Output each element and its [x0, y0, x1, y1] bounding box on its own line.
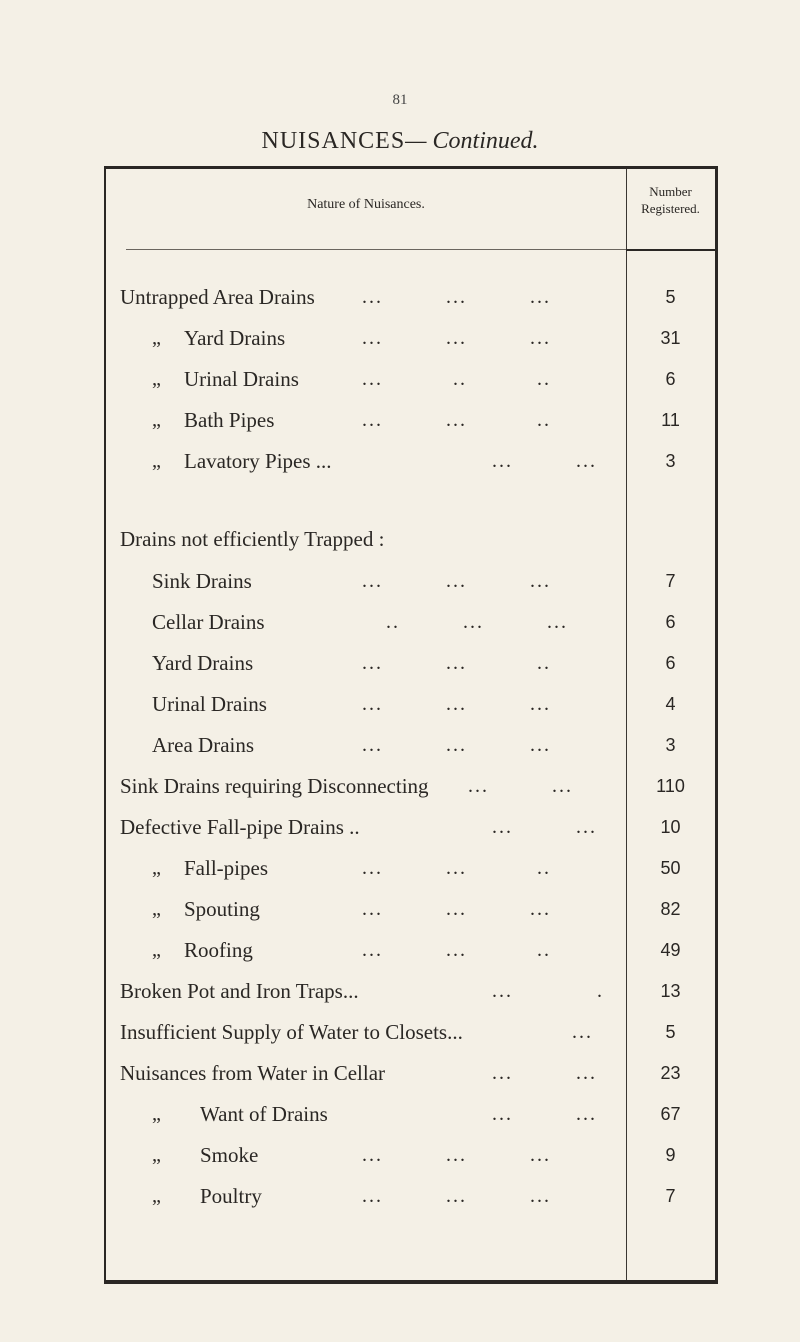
row-label: Insufficient Supply of Water to Closets... — [120, 1020, 463, 1044]
leader-dots: ... ... — [492, 1062, 597, 1084]
header-number — [626, 183, 715, 217]
ditto-mark: „ — [152, 939, 161, 961]
table-row — [106, 1094, 715, 1134]
page-number: 81 — [392, 92, 408, 108]
leader-dots: ... ... .. — [362, 409, 551, 431]
row-label: Untrapped Area Drains — [120, 285, 315, 309]
row-value: 5 — [665, 287, 676, 307]
row-value: 50 — [660, 858, 681, 878]
row-label: Poultry — [200, 1184, 262, 1208]
row-value: 23 — [660, 1063, 681, 1083]
table-row — [106, 561, 715, 601]
leader-dots: ... ... .. — [362, 857, 551, 879]
leader-dots: ... ... ... — [362, 570, 551, 592]
row-value: 11 — [661, 410, 680, 430]
ditto-mark: „ — [152, 1185, 161, 1207]
header-rule-right — [626, 249, 715, 251]
row-value: 110 — [656, 776, 685, 796]
leader-dots: ... ... — [492, 450, 597, 472]
row-label: Roofing — [184, 938, 253, 962]
table-row — [106, 1053, 715, 1093]
row-label: Area Drains — [152, 733, 255, 757]
leader-dots: ... . — [492, 980, 604, 1002]
row-value: 7 — [665, 1186, 676, 1206]
leader-dots: ... ... — [468, 775, 573, 797]
leader-dots: ... ... ... — [362, 1144, 551, 1166]
table-row — [106, 400, 715, 440]
row-label: Sink Drains requiring Disconnecting — [120, 774, 429, 798]
leader-dots: ... ... ... — [362, 898, 551, 920]
leader-dots: ... ... ... — [362, 693, 551, 715]
page-title-main: NUISANCES — [261, 128, 406, 154]
table-row — [106, 971, 715, 1011]
row-label: Want of Drains — [200, 1102, 328, 1126]
table-row — [106, 277, 715, 317]
ditto-mark: „ — [152, 327, 161, 349]
page-title — [0, 128, 800, 155]
row-value: 49 — [660, 940, 681, 960]
row-label: Defective Fall-pipe Drains .. — [120, 815, 360, 839]
row-label: Broken Pot and Iron Traps... — [120, 979, 359, 1003]
table-row — [106, 643, 715, 683]
row-label: Yard Drains — [184, 326, 286, 350]
row-label: Nuisances from Water in Cellar — [120, 1061, 386, 1085]
nuisances-table — [104, 166, 718, 1284]
leader-dots: .. ... ... — [386, 611, 568, 633]
row-label: Urinal Drains — [152, 692, 267, 716]
leader-dots: ... ... — [492, 816, 597, 838]
leader-dots: ... ... ... — [362, 1185, 551, 1207]
row-value: 6 — [665, 653, 676, 673]
table-row — [106, 602, 715, 642]
row-value: 9 — [665, 1145, 676, 1165]
row-value: 3 — [665, 451, 676, 471]
header-nature: Nature of Nuisances. — [307, 197, 425, 212]
leader-dots: ... ... .. — [362, 939, 551, 961]
leader-dots: ... ... .. — [362, 652, 551, 674]
row-label: Sink Drains — [152, 569, 252, 593]
ditto-mark: „ — [152, 1103, 161, 1125]
leader-dots: ... ... — [492, 1103, 597, 1125]
row-label: Smoke — [200, 1143, 259, 1167]
table-row — [106, 930, 715, 970]
ditto-mark: „ — [152, 409, 161, 431]
leader-dots: ... — [572, 1021, 593, 1043]
row-value: 13 — [660, 981, 681, 1001]
header-number-line2: Registered. — [641, 201, 700, 216]
row-label: Cellar Drains — [152, 610, 265, 634]
row-label: Bath Pipes — [184, 408, 275, 432]
row-value: 82 — [660, 899, 681, 919]
row-label: Spouting — [184, 897, 260, 921]
row-label: Lavatory Pipes ... — [184, 449, 332, 473]
row-value: 10 — [660, 817, 681, 837]
row-value: 67 — [660, 1104, 681, 1124]
table-row — [106, 1176, 715, 1216]
leader-dots: ... ... ... — [362, 734, 551, 756]
row-value: 6 — [665, 369, 676, 389]
row-label: Urinal Drains — [184, 367, 299, 391]
table-row — [106, 1012, 715, 1052]
ditto-mark: „ — [152, 1144, 161, 1166]
row-value: 31 — [660, 328, 681, 348]
ditto-mark: „ — [152, 368, 161, 390]
leader-dots: ... ... ... — [362, 286, 551, 308]
table-row — [106, 807, 715, 847]
ditto-mark: „ — [152, 450, 161, 472]
table-row — [106, 1135, 715, 1175]
leader-dots: ... ... ... — [362, 327, 551, 349]
table-row — [106, 441, 715, 481]
row-label: Fall-pipes — [184, 856, 268, 880]
table-row — [106, 889, 715, 929]
row-value: 7 — [665, 571, 676, 591]
row-value: 5 — [665, 1022, 676, 1042]
table-row — [106, 848, 715, 888]
leader-dots: ... .. .. — [362, 368, 551, 390]
table-row — [106, 725, 715, 765]
row-label: Yard Drains — [152, 651, 254, 675]
ditto-mark: „ — [152, 898, 161, 920]
table-row — [106, 318, 715, 358]
header-number-line1: Number — [649, 184, 692, 199]
page-title-continued: — Continued. — [405, 128, 539, 154]
row-value: 3 — [665, 735, 676, 755]
table-row — [106, 684, 715, 724]
section-heading — [106, 519, 715, 559]
row-value: 4 — [665, 694, 676, 714]
ditto-mark: „ — [152, 857, 161, 879]
table-row — [106, 359, 715, 399]
row-value: 6 — [665, 612, 676, 632]
table-row — [106, 766, 715, 806]
section-heading-label: Drains not efficiently Trapped : — [120, 527, 385, 551]
